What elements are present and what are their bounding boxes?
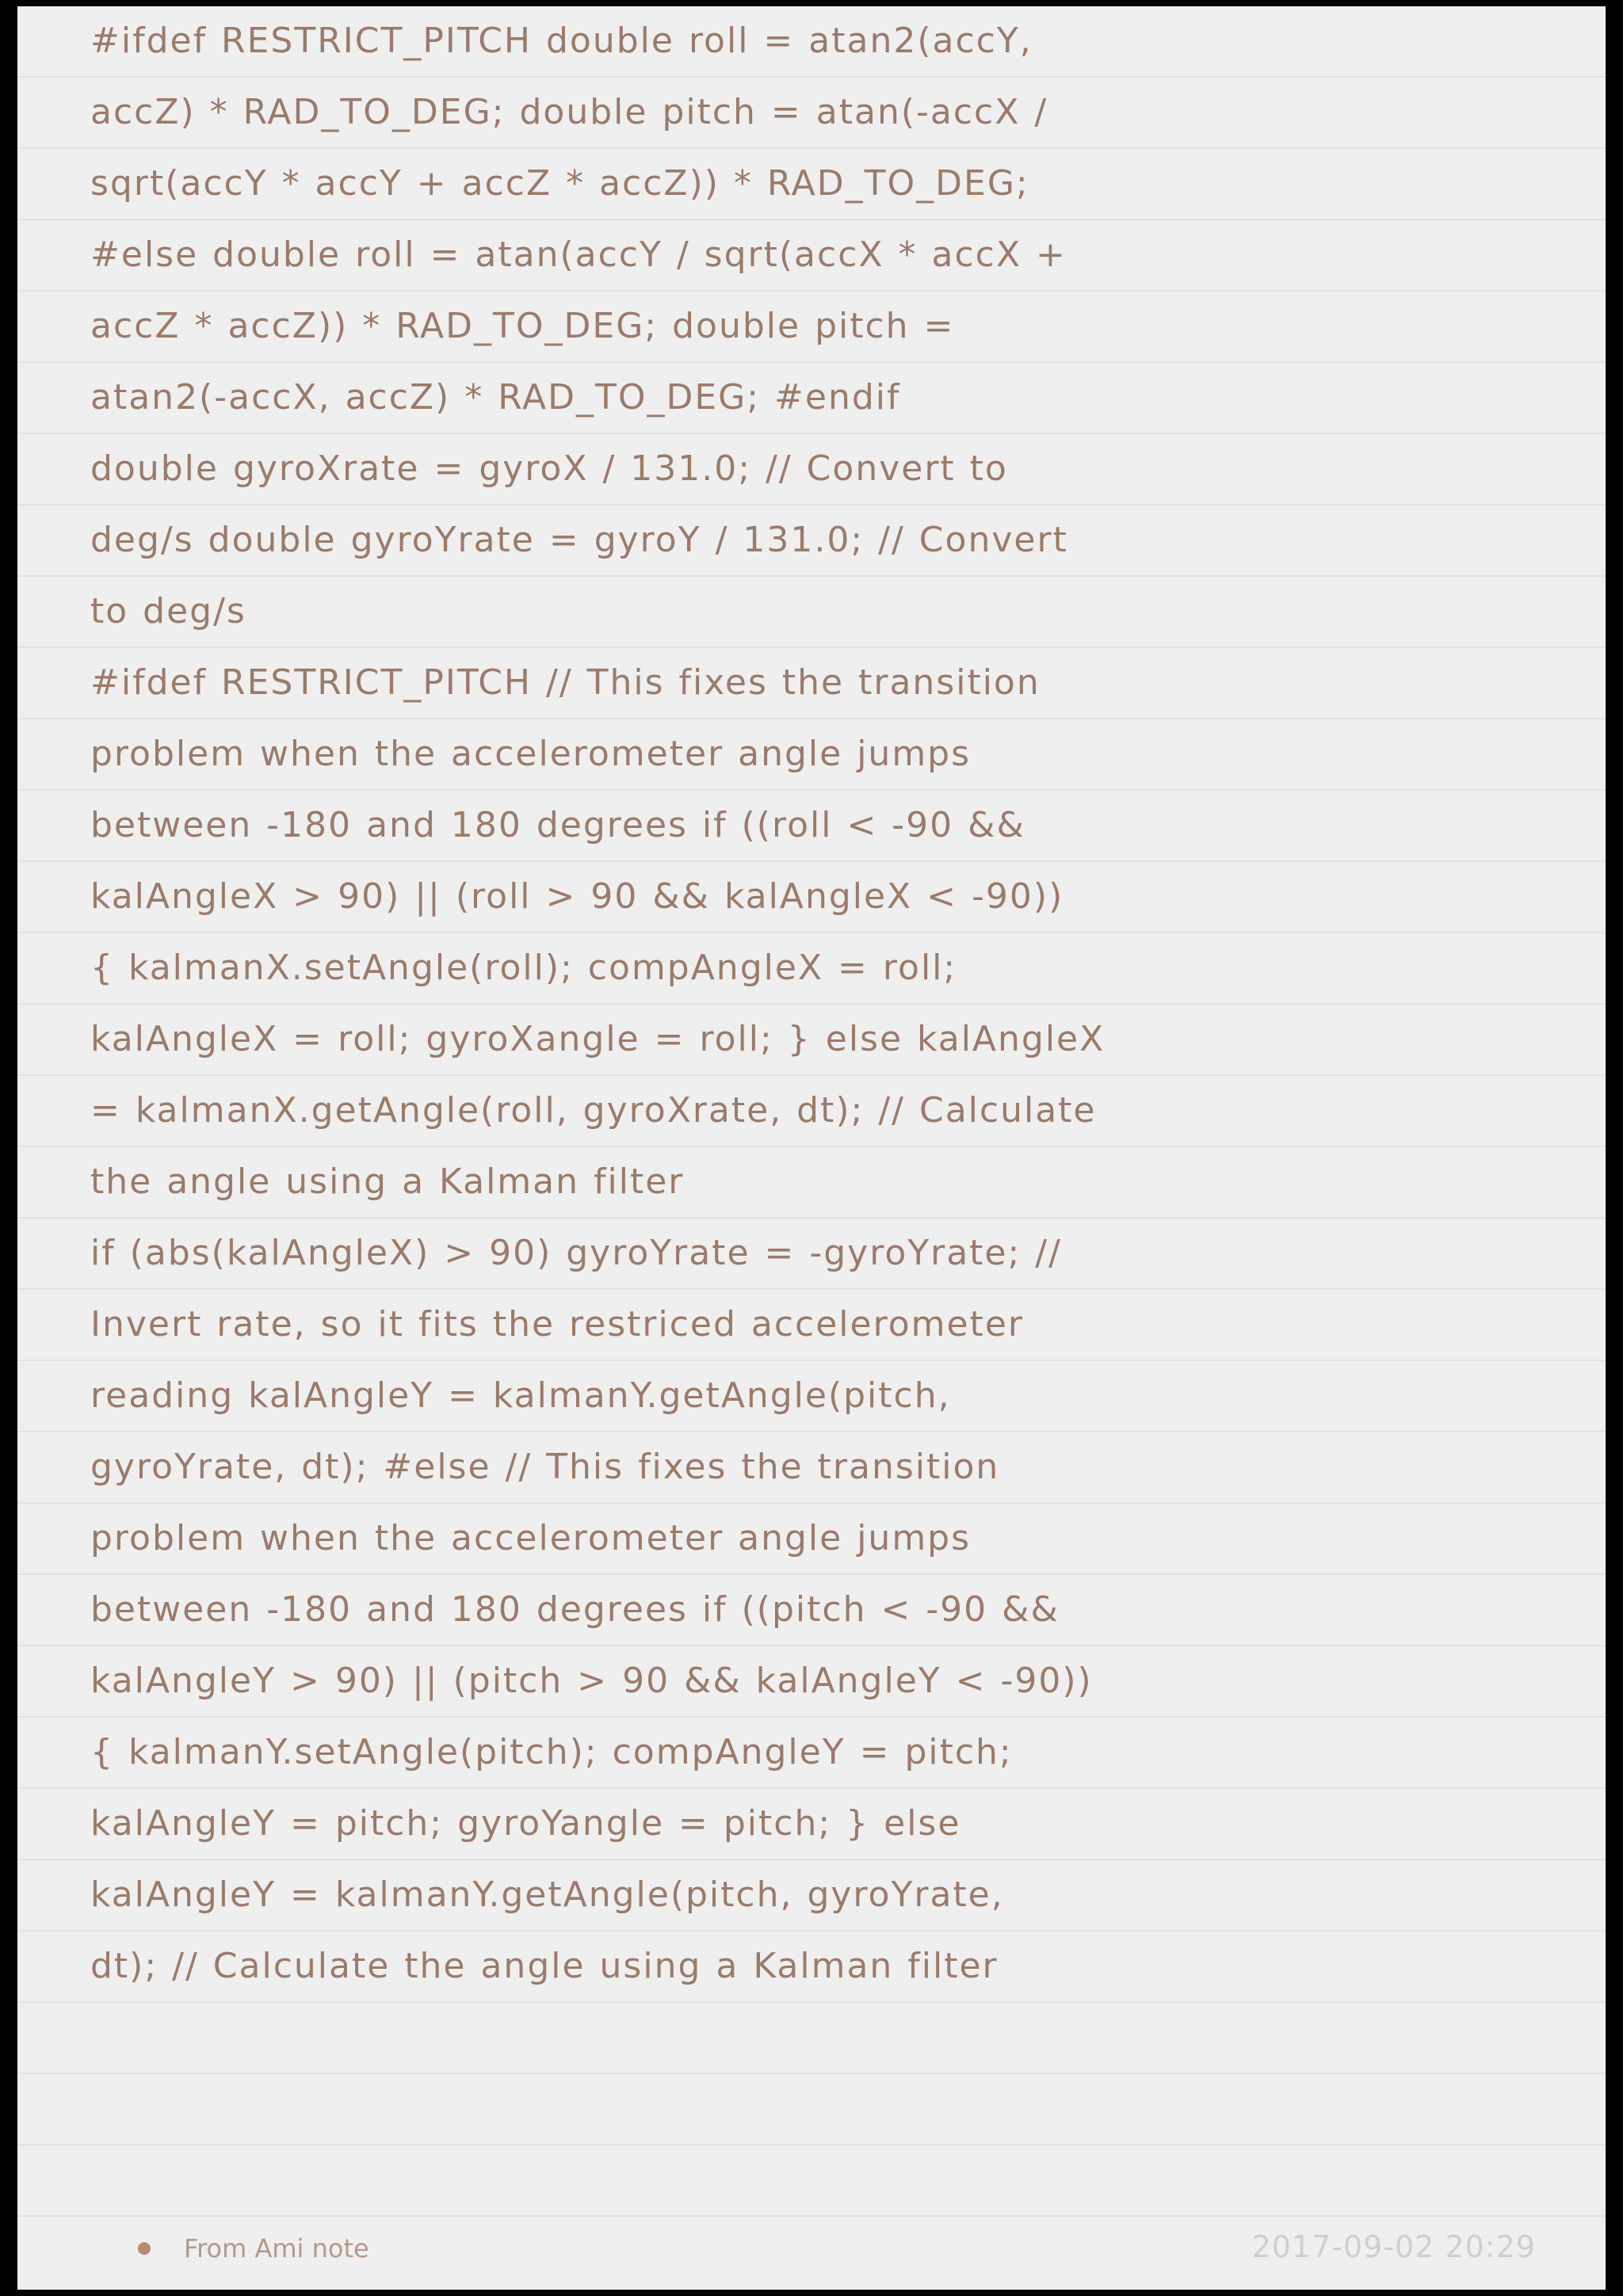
note-line xyxy=(17,1147,1606,1219)
note-line-text: #ifdef RESTRICT_PITCH // This fixes the transition xyxy=(90,662,1041,703)
source-label: From Ami note xyxy=(184,2233,369,2264)
note-line-text: to deg/s xyxy=(90,591,246,631)
note-date: 2017-09-02 20:29 xyxy=(1251,2229,1536,2264)
note-line-text: kalAngleY > 90) || (pitch > 90 && kalAngleY < -90)) xyxy=(90,1661,1093,1701)
note-line xyxy=(17,1575,1606,1646)
note-line xyxy=(17,1646,1606,1718)
note-line xyxy=(17,1860,1606,1932)
note-line xyxy=(17,505,1606,577)
note-line-text: { kalmanY.setAngle(pitch); compAngleY = pitch; xyxy=(90,1732,1013,1772)
note-line xyxy=(17,1504,1606,1575)
note-line xyxy=(17,78,1606,149)
note-line-text: Invert rate, so it fits the restriced accelerometer xyxy=(90,1304,1024,1344)
note-line xyxy=(17,292,1606,363)
note-line-text: dt); // Calculate the angle using a Kalman filter xyxy=(90,1946,999,1986)
note-line xyxy=(17,1076,1606,1147)
note-line xyxy=(17,1361,1606,1432)
note-line-text: if (abs(kalAngleX) > 90) gyroYrate = -gyroYrate; // xyxy=(90,1233,1062,1273)
note-line-text: gyroYrate, dt); #else // This fixes the transition xyxy=(90,1447,1000,1487)
note-line xyxy=(17,149,1606,220)
note-line xyxy=(17,1789,1606,1860)
note-line xyxy=(17,1290,1606,1361)
note-line xyxy=(17,1432,1606,1504)
note-line xyxy=(17,434,1606,505)
note-line xyxy=(17,933,1606,1005)
note-line-text: between -180 and 180 degrees if ((roll < -90 && xyxy=(90,805,1025,845)
note-line-text: sqrt(accY * accY + accZ * accZ)) * RAD_TO_DEG; xyxy=(90,163,1029,204)
note-line-text: the angle using a Kalman filter xyxy=(90,1161,685,1202)
note-line-text: between -180 and 180 degrees if ((pitch < -90 && xyxy=(90,1589,1060,1630)
source-dot-icon xyxy=(138,2242,151,2255)
note-line xyxy=(17,2003,1606,2074)
note-line xyxy=(17,6,1606,78)
note-line xyxy=(17,648,1606,719)
note-line xyxy=(17,791,1606,862)
note-line xyxy=(17,363,1606,434)
note-footer xyxy=(17,2210,1606,2290)
note-line-text: = kalmanX.getAngle(roll, gyroXrate, dt); // Calculate xyxy=(90,1090,1097,1131)
note-line xyxy=(17,2074,1606,2145)
note-body[interactable] xyxy=(17,6,1606,2217)
note-line-text: kalAngleY = kalmanY.getAngle(pitch, gyroYrate, xyxy=(90,1875,1004,1915)
note-line xyxy=(17,577,1606,648)
note-line xyxy=(17,719,1606,791)
note-line-text: kalAngleX > 90) || (roll > 90 && kalAngleX < -90)) xyxy=(90,876,1064,917)
note-line-text: deg/s double gyroYrate = gyroY / 131.0; // Convert xyxy=(90,520,1068,560)
note-line-text: kalAngleY = pitch; gyroYangle = pitch; } else xyxy=(90,1803,961,1844)
note-line-text: { kalmanX.setAngle(roll); compAngleX = roll; xyxy=(90,948,957,988)
note-line-text: reading kalAngleY = kalmanY.getAngle(pitch, xyxy=(90,1375,951,1416)
note-line-text: #ifdef RESTRICT_PITCH double roll = atan2(accY, xyxy=(90,21,1033,61)
note-page xyxy=(17,6,1606,2290)
note-line-text: atan2(-accX, accZ) * RAD_TO_DEG; #endif xyxy=(90,377,901,418)
note-line-text: problem when the accelerometer angle jumps xyxy=(90,734,972,774)
note-line xyxy=(17,2145,1606,2217)
note-line-text: kalAngleX = roll; gyroXangle = roll; } else kalAngleX xyxy=(90,1019,1106,1059)
note-line-text: accZ) * RAD_TO_DEG; double pitch = atan(-accX / xyxy=(90,92,1048,132)
note-line-text: accZ * accZ)) * RAD_TO_DEG; double pitch = xyxy=(90,306,955,346)
note-line xyxy=(17,1005,1606,1076)
note-line xyxy=(17,1219,1606,1290)
note-line-text: problem when the accelerometer angle jumps xyxy=(90,1518,972,1558)
note-line-text: #else double roll = atan(accY / sqrt(accX * accX + xyxy=(90,235,1067,275)
note-line xyxy=(17,862,1606,933)
note-line xyxy=(17,220,1606,292)
note-line xyxy=(17,1932,1606,2003)
note-line-text: double gyroXrate = gyroX / 131.0; // Convert to xyxy=(90,448,1008,489)
note-line xyxy=(17,1718,1606,1789)
